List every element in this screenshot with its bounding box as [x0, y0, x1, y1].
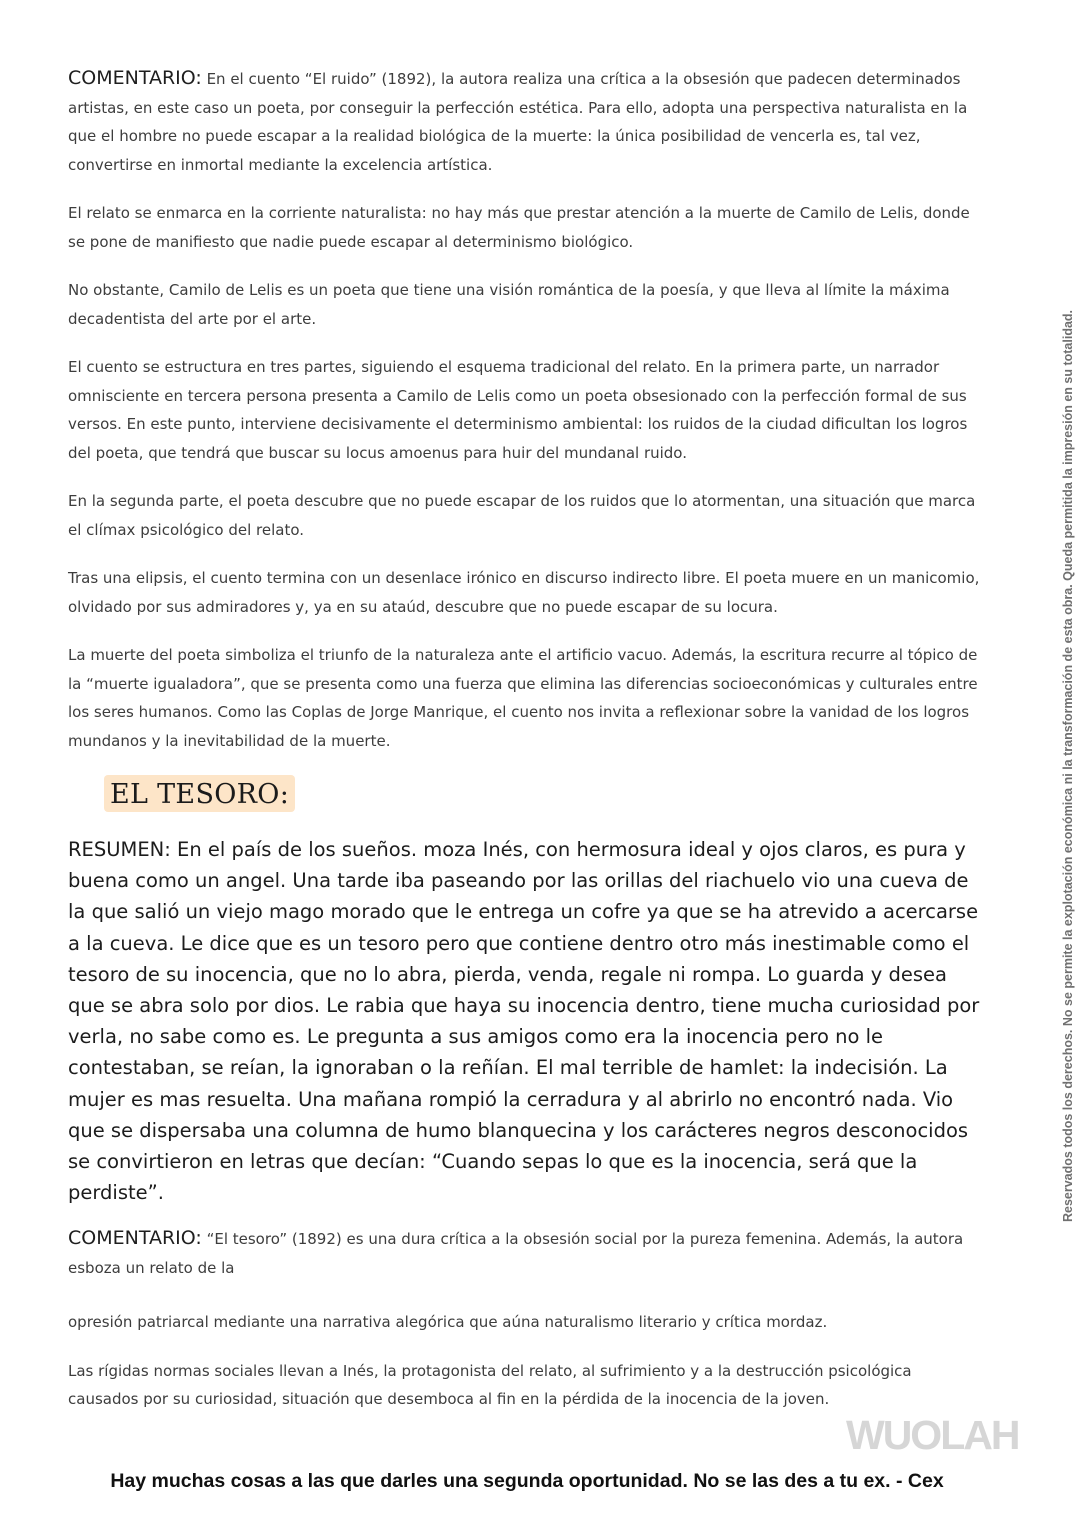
body-paragraph: Las rígidas normas sociales llevan a Inés, la protagonista del relato, al sufrimiento y a la destrucción psicológica causados por su curiosidad, situación que desemboca al fin en la pérdida de la inocencia de la joven.: [68, 1361, 912, 1409]
body-paragraph: No obstante, Camilo de Lelis es un poeta que tiene una visión romántica de la poesía, y que lleva al límite la máxima decadentista del arte por el arte.: [68, 281, 950, 328]
wuolah-logo: WUOLAH: [846, 1412, 1019, 1458]
section-title: EL TESORO:: [104, 775, 295, 812]
comentario-text: En el cuento “El ruido” (1892), la autora realiza una crítica a la obsesión que padecen determinados artistas, en este caso un poeta, por conseguir la perfección estética. Para ello, adopta una perspectiva naturalista en la que el hombre no puede escapar a la realidad biológica de la muerte: la única posibilidad de vencerla es, tal vez, convertirse en inmortal mediante la excelencia artística.: [68, 70, 968, 174]
body-paragraph: En la segunda parte, el poeta descubre que no puede escapar de los ruidos que lo atormentan, una situación que marca el clímax psicológico del relato.: [68, 492, 976, 539]
body-paragraph: El cuento se estructura en tres partes, siguiendo el esquema tradicional del relato. En la primera parte, un narrador omnisciente en tercera persona presenta a Camilo de Lelis como un poeta obsesionado con la perfección formal de sus versos. En este punto, interviene decisivamente el determinismo ambiental: los ruidos de la ciudad dificultan los logros del poeta, que tendrá que buscar su locus amoenus para huir del mundanal ruido.: [68, 358, 968, 462]
body-paragraph: Tras una elipsis, el cuento termina con un desenlace irónico en discurso indirecto libre. El poeta muere en un manicomio, olvidado por sus admiradores y, ya en su ataúd, descubre que no puede escapar de su locura.: [68, 569, 980, 616]
body-paragraph: opresión patriarcal mediante una narrativa alegórica que aúna naturalismo literario y crítica mordaz.: [68, 1313, 828, 1332]
section-title-wrapper: [104, 775, 986, 812]
body-paragraph: El relato se enmarca en la corriente naturalista: no hay más que prestar atención a la muerte de Camilo de Lelis, donde se pone de manifiesto que nadie puede escapar al determinismo biológico.: [68, 204, 970, 251]
body-paragraph: La muerte del poeta simboliza el triunfo de la naturaleza ante el artificio vacuo. Además, la escritura recurre al tópico de la “muerte igualadora”, que se presenta como una fuerza que elimina las diferencias socioeconómicas y culturales entre los seres humanos. Como las Coplas de Jorge Manrique, el cuento nos invita a reflexionar sobre la vanidad de los logros mundanos y la inevitabilidad de la muerte.: [68, 646, 978, 750]
comentario-ruido-paragraph: [68, 64, 986, 179]
resumen-paragraph: RESUMEN: En el país de los sueños. moza Inés, con hermosura ideal y ojos claros, es pura y buena como un angel. Una tarde iba paseando por las orillas del riachuelo vio una cueva de la que salió un viejo mago morado que le entrega un cofre ya que se ha atrevido a acercarse a la cueva. Le dice que es un tesoro pero que contiene dentro otro más inestimable como el tesoro de su inocencia, que no lo abra, pierda, venda, regale ni rompa. Lo guarda y desea que se abra solo por dios. Le rabia que haya su inocencia dentro, tiene mucha curiosidad por verla, no sabe como es. Le pregunta a sus amigos como era la inocencia pero no le contestaban, se reían, la ignoraban o la reñían. El mal terrible de hamlet: la indecisión. La mujer es mas resuelta. Una mañana rompió la cerradura y al abrirlo no encontró nada. Vio que se dispersaba una columna de humo blanquecina y los carácteres negros desconocidos se convirtieron en letras que decían: “Cuando sepas lo que es la inocencia, será que la perdiste”.: [68, 838, 980, 1205]
footer-ad-text: Hay muchas cosas a las que darles una segunda oportunidad. No se las des a tu ex. - Cex: [110, 1470, 944, 1492]
copyright-notice: Reservados todos los derechos. No se permite la explotación económica ni la transformación de esta obra. Queda permitida la impresión en su totalidad.: [1061, 309, 1075, 1223]
comentario-tesoro-paragraph: [68, 1224, 986, 1282]
document-body: [68, 64, 986, 1434]
comentario-label: COMENTARIO:: [68, 67, 202, 89]
comentario-label: COMENTARIO:: [68, 1227, 202, 1250]
comentario-text: “El tesoro” (1892) es una dura crítica a la obsesión social por la pureza femenina. Además, la autora esboza un relato de la: [68, 1230, 964, 1277]
